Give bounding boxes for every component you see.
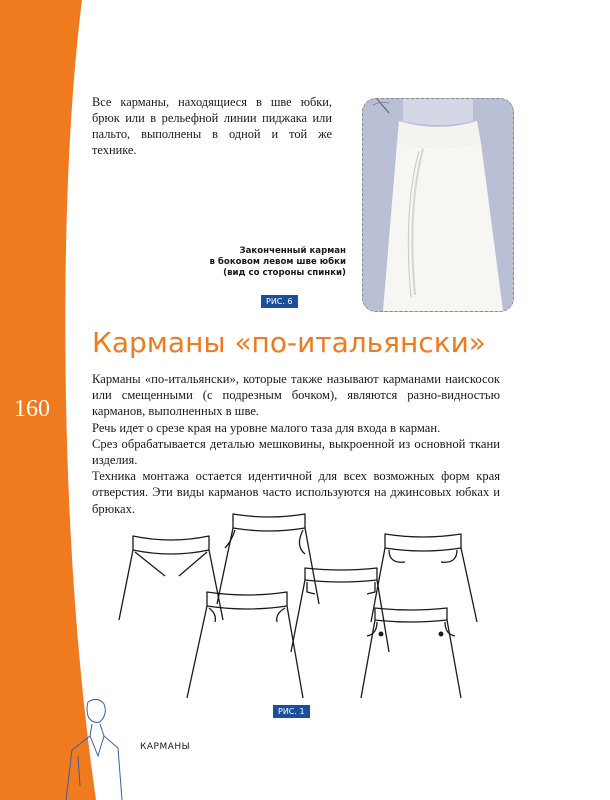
caption-line: в боковом левом шве юбки <box>209 257 346 267</box>
skirt-drawing-scalloped-pocket <box>187 592 303 698</box>
figure-badge-1: РИС. 1 <box>273 705 310 718</box>
pocket-photo <box>362 98 514 312</box>
section-title: Карманы «по-итальянски» <box>92 326 486 359</box>
skirt-photo-illustration <box>363 99 513 311</box>
intro-paragraph: Все карманы, находящиеся в шве юбки, брюк или в рельефной линии пиджака или пальто, выполнены в одной и той же технике. <box>92 95 332 157</box>
caption-line: (вид со стороны спинки) <box>223 268 346 278</box>
footer-section-label: КАРМАНЫ <box>140 742 191 752</box>
fashion-sketch-illustration <box>58 696 128 800</box>
skirt-drawing-curved-pocket <box>217 514 319 604</box>
body-paragraph: Карманы «по-итальянски», которые также называют карманами наискосок или смещенными (с подрезным бочком), являются разно-видностью карманов, выполненных в шве. <box>92 372 500 419</box>
section-body <box>92 371 500 517</box>
caption-line: Законченный карман <box>239 246 346 256</box>
figure-badge-6: РИС. 6 <box>261 295 298 308</box>
photo-caption <box>196 246 346 279</box>
skirt-drawing-square-pocket <box>291 568 389 652</box>
body-paragraph: Техника монтажа остается идентичной для всех возможных форм края отверстия. Эти виды карманов часто используются на джинсовых юбках и брюках. <box>92 469 500 516</box>
body-paragraph: Речь идет о срезе края на уровне малого таза для входа в карман. <box>92 420 441 435</box>
skirt-pocket-drawings <box>105 508 485 704</box>
body-paragraph: Срез обрабатывается деталью мешковины, выкроенной из основной ткани изделия. <box>92 436 500 468</box>
page-number: 160 <box>14 396 50 422</box>
skirt-drawing-pointed-pocket <box>361 608 461 698</box>
skirt-drawing-diagonal-pocket <box>119 536 223 620</box>
